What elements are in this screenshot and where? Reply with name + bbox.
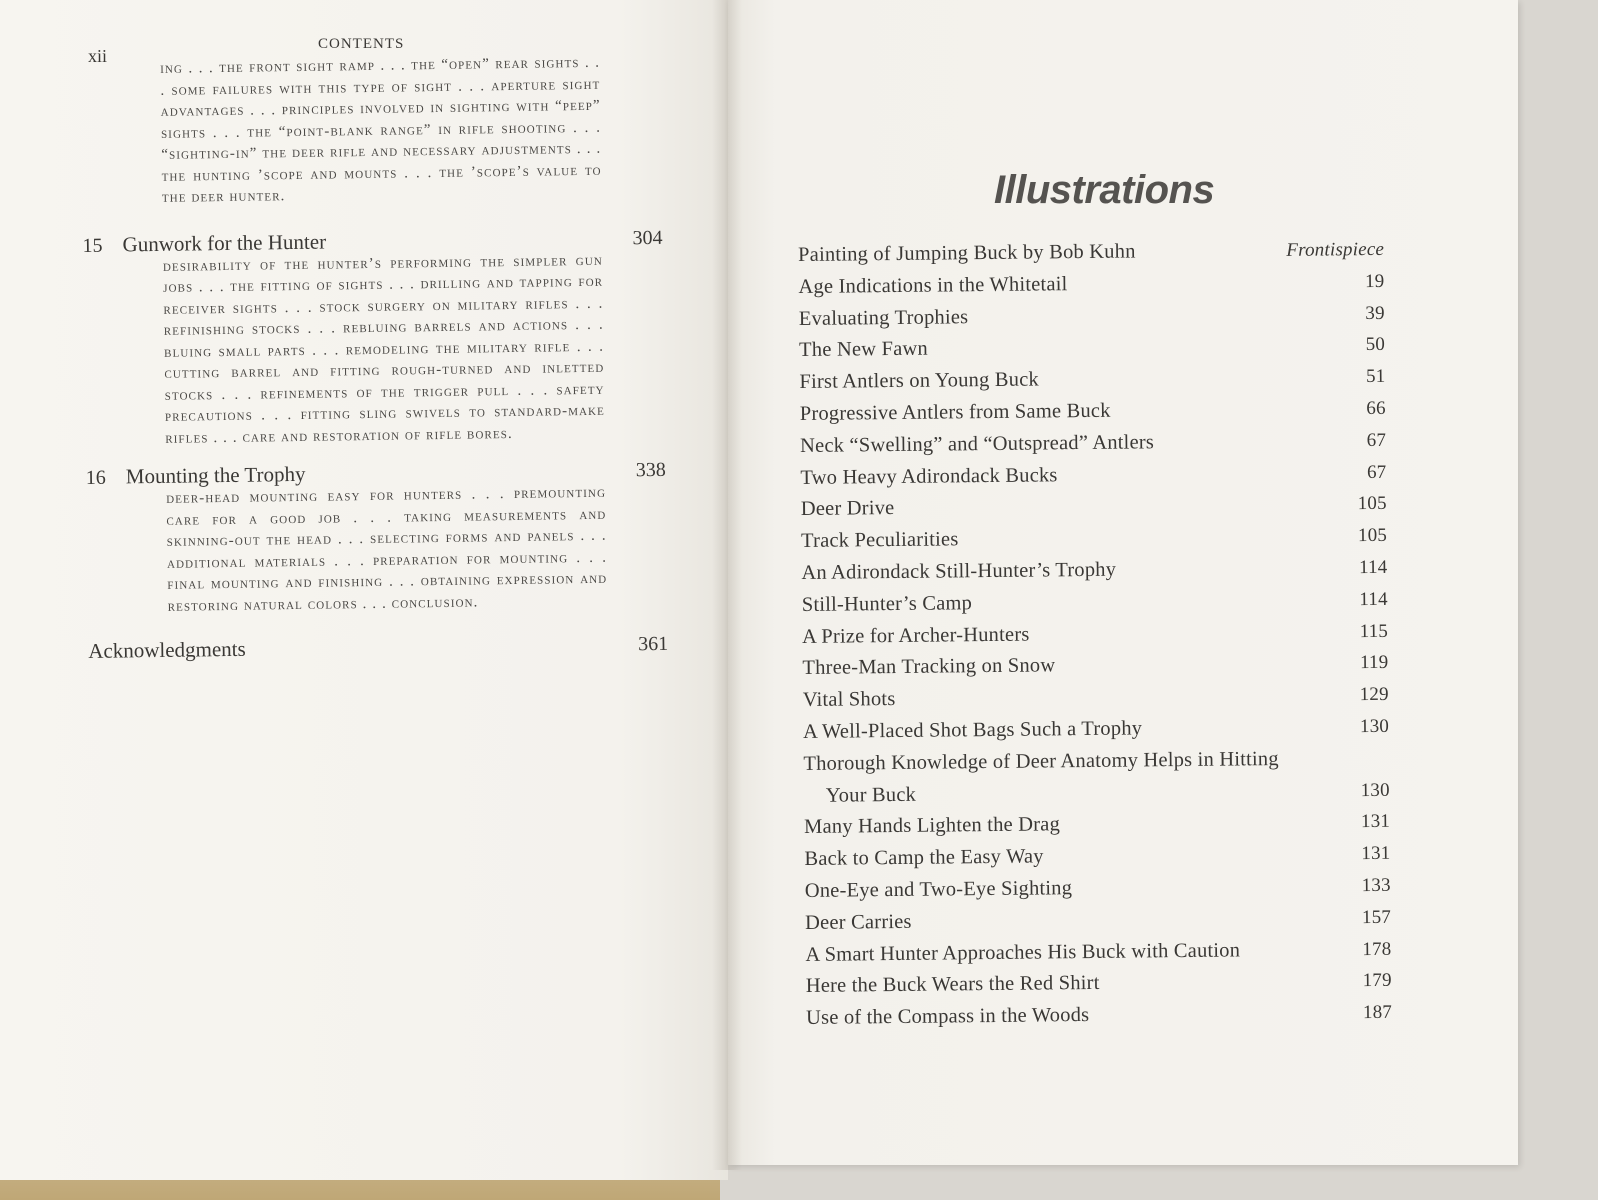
illustration-page: 115 — [1359, 620, 1389, 642]
illustration-title: Still-Hunter’s Camp — [801, 591, 973, 616]
left-page — [0, 0, 728, 1180]
illustration-title: One-Eye and Two-Eye Sighting — [804, 877, 1073, 902]
illustration-page: 178 — [1362, 938, 1392, 960]
illustration-title: Many Hands Lighten the Drag — [803, 813, 1061, 839]
illustration-page: 179 — [1362, 970, 1392, 992]
illustration-title: Vital Shots — [802, 688, 896, 712]
illustration-page: 129 — [1359, 683, 1389, 706]
illustration-page: 66 — [1366, 397, 1386, 420]
illustration-page: 130 — [1359, 715, 1390, 738]
illustration-title: Progressive Antlers from Same Buck — [799, 399, 1111, 425]
illustration-page: 187 — [1362, 1001, 1393, 1024]
illustrations-list — [798, 238, 1392, 1039]
illustration-title: Back to Camp the Easy Way — [804, 845, 1044, 871]
illustration-title-continued: Your Buck — [825, 783, 917, 807]
illustration-title: Painting of Jumping Buck by Bob Kuhn — [798, 240, 1136, 266]
illustration-page: 51 — [1365, 366, 1386, 388]
illustration-page: 131 — [1361, 842, 1391, 865]
illustration-page: 114 — [1358, 556, 1388, 579]
illustration-title: Age Indications in the Whitetail — [798, 272, 1068, 298]
illustration-page: 105 — [1357, 493, 1387, 515]
chapter-page: 304 — [632, 226, 663, 249]
illustration-page: 119 — [1359, 652, 1389, 674]
illustration-title: The New Fawn — [798, 338, 929, 362]
illustration-title: Evaluating Trophies — [798, 305, 969, 330]
illustration-title: An Adirondack Still-Hunter’s Trophy — [801, 558, 1117, 584]
illustration-page: 39 — [1365, 302, 1385, 324]
illustration-title: Here the Buck Wears the Red Shirt — [805, 972, 1100, 998]
illustration-page: 157 — [1361, 906, 1392, 928]
illustration-entry — [806, 1001, 1392, 1039]
illustration-title: A Smart Hunter Approaches His Buck with Caution — [805, 938, 1241, 966]
illustration-page: 50 — [1365, 334, 1386, 356]
illustration-title: First Antlers on Young Buck — [799, 368, 1040, 394]
contents-list — [80, 52, 668, 664]
illustration-title: A Well-Placed Shot Bags Such a Trophy — [802, 717, 1143, 743]
running-head: CONTENTS — [318, 36, 405, 52]
chapter-title: Gunwork for the Hunter — [122, 229, 327, 256]
illustration-page: 131 — [1360, 811, 1391, 833]
illustration-title: Track Peculiarities — [800, 528, 959, 553]
illustration-page: 133 — [1361, 874, 1391, 897]
illustration-page: 19 — [1364, 270, 1385, 292]
illustrations-heading: Illustrations — [994, 168, 1215, 212]
illustration-page: Frontispiece — [1286, 238, 1385, 261]
illustration-title: Deer Carries — [804, 910, 912, 934]
chapter-number: 16 — [85, 466, 106, 489]
illustration-page: 67 — [1366, 461, 1387, 483]
acknowledgments-title: Acknowledgments — [88, 636, 246, 663]
chapter-description: deer-head mounting easy for hunters . . . premounting care for a good job . . . taking measurements and skinning-out the head . . . selecting forms and panels . . . additional materials . . . preparation for mounting . . . final mounting and finishing . . . obtaining expression and restoring natural colors . . . conclusion. — [166, 484, 608, 615]
illustration-title: Neck “Swelling” and “Outspread” Antlers — [799, 431, 1155, 457]
illustration-page: 105 — [1357, 525, 1388, 547]
chapter-title: Mounting the Trophy — [125, 461, 306, 489]
illustration-title: Deer Drive — [800, 497, 895, 521]
illustration-title: Thorough Knowledge of Deer Anatomy Helps in Hitting — [803, 747, 1279, 775]
folio: xii — [88, 46, 108, 66]
illustration-title: Two Heavy Adirondack Bucks — [800, 463, 1058, 489]
continued-chapter-description: ing . . . the front sight ramp . . . the “open” rear sights . . . some failures with this type of sight . . . aperture sight advantages . . . principles involved in sighting with “peep” sights . . . the “point-blank range” in rifle shooting . . . “sighting-in” the deer rifle and necessary adjustments . . . the hunting ’scope and mounts . . . the ’scope’s value to the deer hunter. — [160, 54, 602, 206]
illustration-page: 114 — [1359, 588, 1388, 610]
acknowledgments-page: 361 — [638, 632, 669, 656]
chapter-page: 338 — [635, 458, 666, 482]
illustration-title: A Prize for Archer-Hunters — [801, 623, 1030, 648]
illustration-page: 67 — [1366, 429, 1387, 451]
acknowledgments-entry — [88, 631, 668, 664]
book-gutter — [712, 0, 742, 1170]
chapter-number: 15 — [82, 234, 103, 257]
illustration-title: Three-Man Tracking on Snow — [802, 654, 1056, 680]
illustration-page: 130 — [1360, 779, 1390, 801]
illustration-entry — [803, 747, 1390, 817]
chapter-description: desirability of the hunter’s performing the simpler gun jobs . . . the fitting of sights . . . drilling and tapping for receiver sights . . . stock surgery on military rifles . . . refinishing stocks . . . rebluing barrels and actions . . . bluing small parts . . . remodeling the military rifle . . . cutting barrel and fitting rough-turned and inletted stocks . . . refinements of the trigger pull . . . safety precautions . . . fitting sling swivels to standard-make rifles . . . care and restoration of rifle bores. — [162, 252, 606, 447]
illustration-title: Use of the Compass in the Woods — [805, 1004, 1090, 1030]
